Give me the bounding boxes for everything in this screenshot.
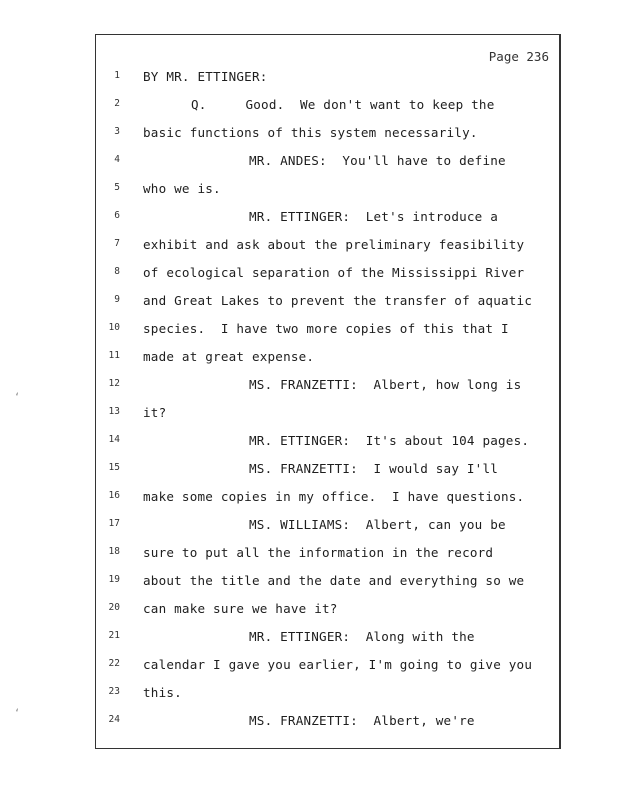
scan-speck: ‘ xyxy=(14,392,21,403)
line-text: sure to put all the information in the record xyxy=(143,545,494,560)
transcript-page xyxy=(95,34,561,749)
transcript-line xyxy=(96,460,559,488)
line-text: and Great Lakes to prevent the transfer of aquatic xyxy=(143,293,533,308)
transcript-line xyxy=(96,628,559,656)
transcript-line xyxy=(96,292,559,320)
line-number: 15 xyxy=(108,462,120,473)
transcript-line xyxy=(96,432,559,460)
line-number: 8 xyxy=(114,266,120,277)
transcript-line xyxy=(96,236,559,264)
transcript-line xyxy=(96,152,559,180)
line-number: 18 xyxy=(108,546,120,557)
line-number: 19 xyxy=(108,574,120,585)
line-text: about the title and the date and everything so we xyxy=(143,573,525,588)
transcript-line xyxy=(96,712,559,740)
line-text: basic functions of this system necessarily. xyxy=(143,125,478,140)
line-text: make some copies in my office. I have questions. xyxy=(143,489,525,504)
transcript-line xyxy=(96,96,559,124)
transcript-line xyxy=(96,572,559,600)
transcript-line xyxy=(96,68,559,96)
transcript-line xyxy=(96,320,559,348)
line-number: 3 xyxy=(114,126,120,137)
line-number: 7 xyxy=(114,238,120,249)
line-number: 4 xyxy=(114,154,120,165)
line-text: Q. Good. We don't want to keep the xyxy=(191,97,495,112)
line-number: 11 xyxy=(108,350,120,361)
line-number: 5 xyxy=(114,182,120,193)
line-number: 10 xyxy=(108,322,120,333)
transcript-line xyxy=(96,348,559,376)
line-number: 9 xyxy=(114,294,120,305)
line-text: MR. ETTINGER: It's about 104 pages. xyxy=(249,433,530,448)
transcript-line xyxy=(96,488,559,516)
line-text: MS. FRANZETTI: I would say I'll xyxy=(249,461,499,476)
transcript-line xyxy=(96,544,559,572)
transcript-line xyxy=(96,516,559,544)
line-number: 12 xyxy=(108,378,120,389)
transcript-line xyxy=(96,600,559,628)
line-number: 22 xyxy=(108,658,120,669)
line-text: can make sure we have it? xyxy=(143,601,338,616)
transcript-line xyxy=(96,124,559,152)
line-number: 20 xyxy=(108,602,120,613)
line-text: BY MR. ETTINGER: xyxy=(143,69,268,84)
page-number: Page 236 xyxy=(488,49,549,64)
line-number: 24 xyxy=(108,714,120,725)
transcript-line xyxy=(96,208,559,236)
line-text: it? xyxy=(143,405,167,420)
line-text: MS. FRANZETTI: Albert, how long is xyxy=(249,377,522,392)
line-text: MS. WILLIAMS: Albert, can you be xyxy=(249,517,506,532)
transcript-line xyxy=(96,684,559,712)
line-text: calendar I gave you earlier, I'm going to give you xyxy=(143,657,533,672)
line-number: 16 xyxy=(108,490,120,501)
scan-speck: ‘ xyxy=(14,708,21,719)
line-number: 1 xyxy=(114,70,120,81)
transcript-lines xyxy=(96,68,559,740)
line-text: who we is. xyxy=(143,181,221,196)
line-number: 23 xyxy=(108,686,120,697)
line-text: this. xyxy=(143,685,182,700)
line-number: 21 xyxy=(108,630,120,641)
line-text: exhibit and ask about the preliminary feasibility xyxy=(143,237,525,252)
line-text: MS. FRANZETTI: Albert, we're xyxy=(249,713,475,728)
transcript-line xyxy=(96,376,559,404)
line-number: 17 xyxy=(108,518,120,529)
transcript-line xyxy=(96,180,559,208)
line-text: MR. ANDES: You'll have to define xyxy=(249,153,506,168)
transcript-line xyxy=(96,404,559,432)
line-text: made at great expense. xyxy=(143,349,315,364)
line-text: species. I have two more copies of this that I xyxy=(143,321,509,336)
transcript-line xyxy=(96,264,559,292)
line-number: 2 xyxy=(114,98,120,109)
transcript-line xyxy=(96,656,559,684)
line-number: 13 xyxy=(108,406,120,417)
line-number: 14 xyxy=(108,434,120,445)
line-text: of ecological separation of the Mississippi River xyxy=(143,265,525,280)
line-number: 6 xyxy=(114,210,120,221)
line-text: MR. ETTINGER: Let's introduce a xyxy=(249,209,499,224)
line-text: MR. ETTINGER: Along with the xyxy=(249,629,475,644)
